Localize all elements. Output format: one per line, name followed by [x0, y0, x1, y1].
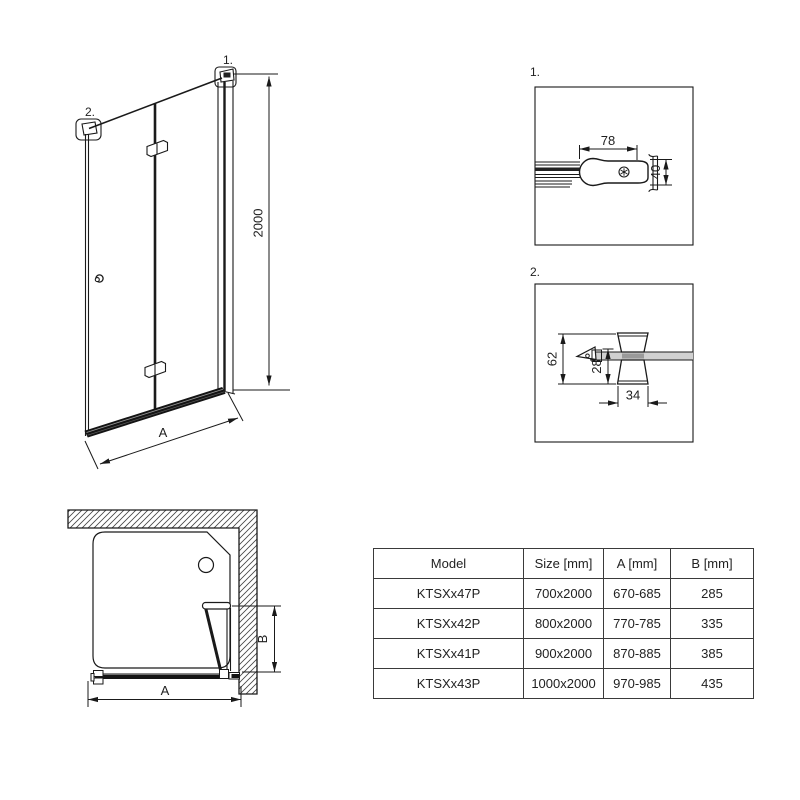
detail-1-label: 1.	[530, 65, 541, 79]
cell-a: 770-785	[604, 609, 671, 639]
cell-size: 1000x2000	[524, 669, 604, 699]
col-header-b: B [mm]	[671, 549, 754, 579]
dim-b-label: B	[255, 634, 270, 644]
table-row	[374, 669, 754, 699]
table-header-row	[374, 549, 754, 579]
upper-fold-hinge	[147, 141, 168, 157]
dim-2000-label: 2000	[250, 208, 266, 238]
glass-panel	[590, 352, 693, 360]
cell-size: 800x2000	[524, 609, 604, 639]
front-view	[50, 35, 300, 480]
lower-fold-hinge	[145, 362, 166, 378]
detail-2-label: 2.	[530, 265, 541, 279]
hinge-body	[580, 159, 649, 186]
spec-table	[373, 548, 754, 699]
wall-profile	[216, 81, 235, 394]
shower-tray	[93, 532, 230, 668]
dim-28-label: 28	[589, 359, 604, 374]
col-header-model: Model	[374, 549, 524, 579]
callout-1-label: 1.	[222, 53, 234, 67]
door-handle-knob	[95, 275, 103, 282]
cell-model: KTSXx43P	[374, 669, 524, 699]
cell-model: KTSXx41P	[374, 639, 524, 669]
dim-78-label: 78	[600, 133, 616, 148]
cell-b: 285	[671, 579, 754, 609]
cell-model: KTSXx47P	[374, 579, 524, 609]
col-header-size: Size [mm]	[524, 549, 604, 579]
cell-a: 670-685	[604, 579, 671, 609]
cell-a: 870-885	[604, 639, 671, 669]
dim-a-plan-label: A	[160, 683, 170, 698]
dim-34-label: 34	[625, 387, 641, 403]
plan-view	[55, 495, 290, 710]
cell-b: 435	[671, 669, 754, 699]
cell-a: 970-985	[604, 669, 671, 699]
glass-panels	[535, 162, 581, 187]
door-rail	[95, 674, 222, 680]
detail-2	[520, 255, 720, 455]
dim-40-label: 40	[648, 164, 663, 180]
cell-b: 335	[671, 609, 754, 639]
cell-size: 700x2000	[524, 579, 604, 609]
dim-62-label: 62	[544, 351, 560, 367]
col-header-a: A [mm]	[604, 549, 671, 579]
cell-size: 900x2000	[524, 639, 604, 669]
callout-2-label: 2.	[84, 105, 96, 119]
pivot-hardware	[220, 670, 240, 680]
table-row	[374, 609, 754, 639]
detail-1	[520, 50, 720, 255]
cell-model: KTSXx42P	[374, 609, 524, 639]
screw-icon	[619, 167, 629, 177]
cell-b: 385	[671, 639, 754, 669]
dim-a-label: A	[158, 425, 168, 440]
table-row	[374, 639, 754, 669]
table-row	[374, 579, 754, 609]
